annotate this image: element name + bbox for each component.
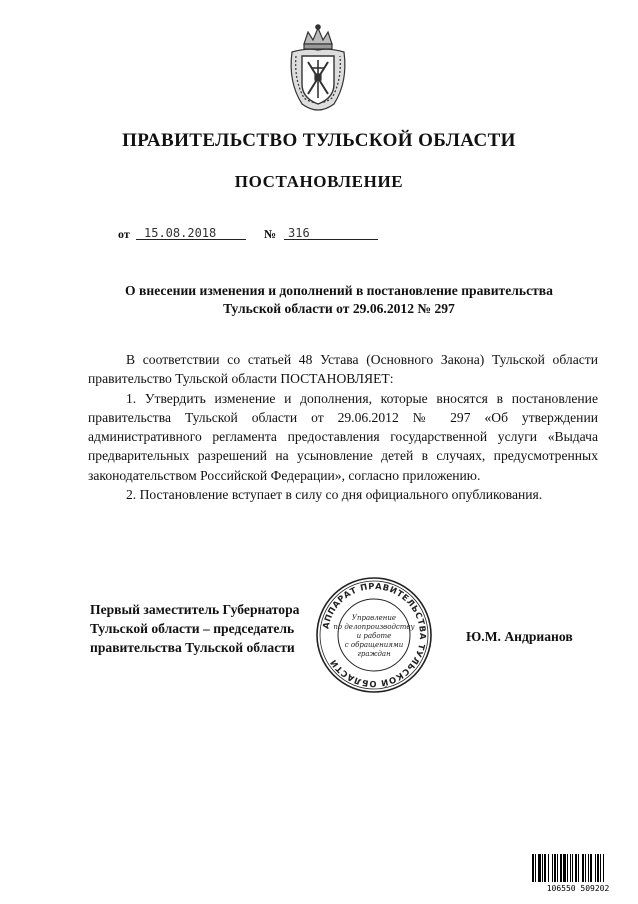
- stamp-line-3: и работе: [356, 632, 392, 640]
- signer-position-line-2: Тульской области – председатель: [90, 621, 295, 636]
- signer-position: [90, 600, 350, 657]
- barcode-bar: [538, 854, 541, 882]
- signer-position-line-1: Первый заместитель Губернатора: [90, 602, 300, 617]
- stamp-outer-text: АППАРАТ ПРАВИТЕЛЬСТВА ТУЛЬСКОЙ ОБЛАСТИ: [320, 580, 429, 690]
- barcode-bar: [578, 854, 579, 882]
- barcode-bar: [570, 854, 571, 882]
- document-body: [88, 350, 598, 504]
- subject-line-1: О внесении изменения и дополнений в постановление правительства: [125, 283, 553, 298]
- document-subject: [96, 282, 582, 318]
- barcode-bar: [572, 854, 573, 882]
- barcode-bar: [554, 854, 556, 882]
- document-type: ПОСТАНОВЛЕНИЕ: [234, 172, 404, 191]
- round-stamp-icon: [315, 576, 433, 694]
- barcode-bar: [535, 854, 536, 882]
- subject-line-2: Тульской области от 29.06.2012 № 297: [223, 301, 455, 316]
- date-label: от: [118, 227, 130, 241]
- number-value: 316: [288, 226, 310, 240]
- barcode-bar: [590, 854, 592, 882]
- barcode-bar: [548, 854, 549, 882]
- stamp-line-1: Управление: [351, 614, 397, 622]
- barcode-bar: [582, 854, 584, 882]
- stamp-line-5: граждан: [357, 650, 391, 658]
- body-paragraph-1: В соответствии со статьей 48 Устава (Основного Закона) Тульской области правительство Тульской области ПОСТАНОВЛЯЕТ:: [88, 352, 598, 387]
- barcode-bar: [597, 854, 599, 882]
- barcode-bar: [557, 854, 558, 882]
- tula-coat-of-arms-icon: [282, 22, 354, 118]
- barcode-bar: [603, 854, 604, 882]
- stamp-line-2: по делопроизводству: [333, 623, 415, 631]
- body-paragraph-2: 1. Утвердить изменение и дополнения, которые вносятся в постановление правительства Тульской области от 29.06.2012 № 297 «Об утверждении административного регламента предоставления государственной услуги «Выдача предварительных разрешений на усыновление детей в случаях, предусмотренных законодательством Российской Федерации», согласно приложению.: [88, 390, 598, 483]
- barcode-bar: [544, 854, 546, 882]
- barcode-bar: [542, 854, 543, 882]
- barcode-icon: [530, 853, 626, 893]
- barcode-bar: [567, 854, 568, 882]
- barcode-bar: [585, 854, 586, 882]
- barcode-bar: [532, 854, 534, 882]
- government-title: ПРАВИТЕЛЬСТВО ТУЛЬСКОЙ ОБЛАСТИ: [122, 130, 516, 151]
- barcode-bar: [560, 854, 562, 882]
- date-value: 15.08.2018: [144, 226, 217, 240]
- barcode-bar: [595, 854, 596, 882]
- barcode-number: 106550 509202: [546, 884, 610, 893]
- number-label: №: [264, 227, 277, 241]
- signer-name: Ю.М. Андрианов: [466, 629, 573, 644]
- stamp-line-4: с обращениями: [344, 641, 404, 649]
- barcode-bar: [563, 854, 566, 882]
- signer-position-line-3: правительства Тульской области: [90, 640, 295, 655]
- body-paragraph-3: 2. Постановление вступает в силу со дня официального опубликования.: [126, 487, 543, 503]
- barcode-bar: [588, 854, 589, 882]
- document-meta-row: [118, 222, 388, 244]
- barcode-bar: [552, 854, 553, 882]
- barcode-bar: [575, 854, 577, 882]
- barcode-bar: [600, 854, 601, 882]
